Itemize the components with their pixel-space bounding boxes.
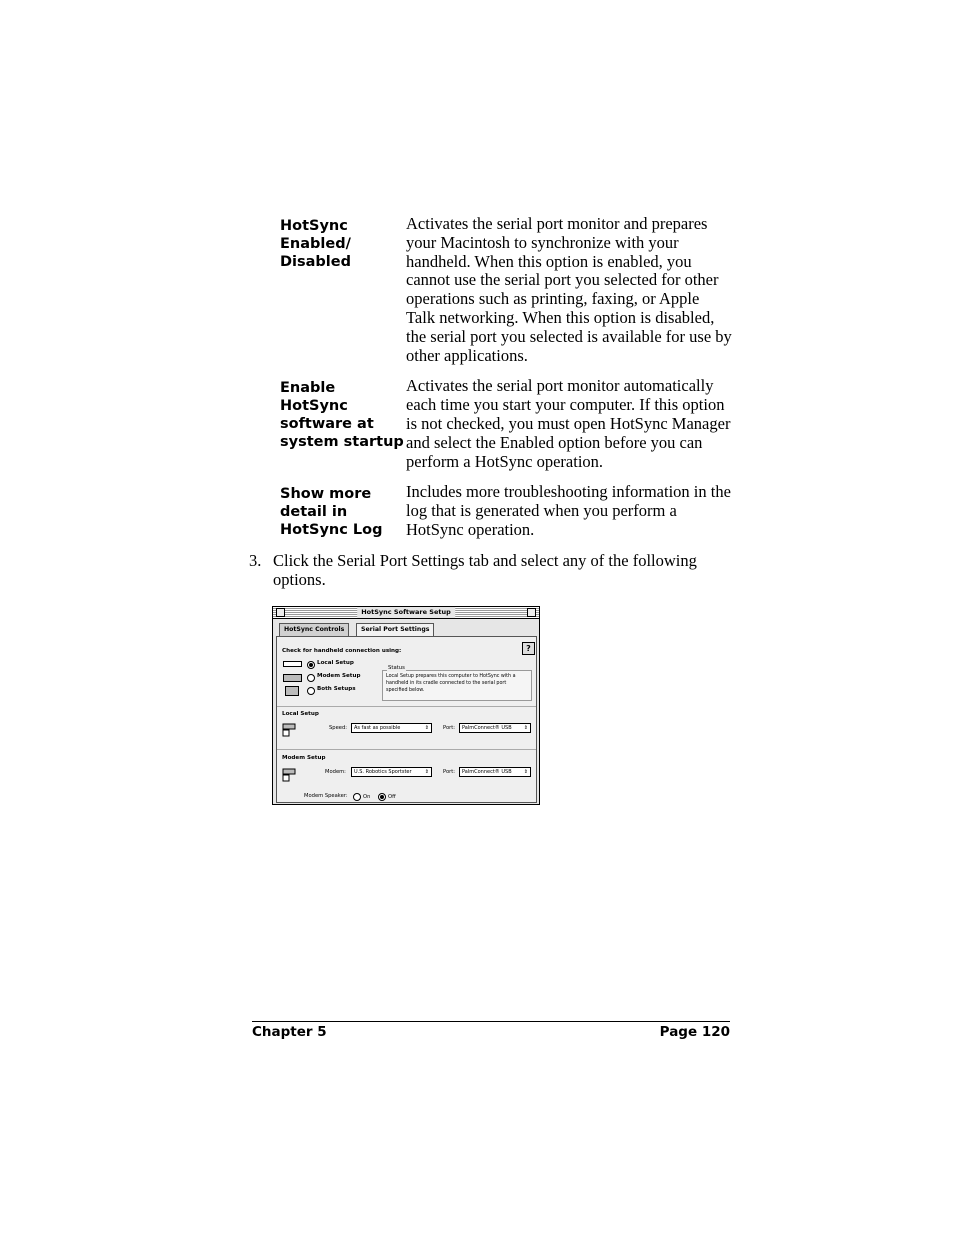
speed-label: Speed:	[329, 725, 348, 731]
local-cable-icon	[283, 661, 302, 667]
definition-term: Enable HotSync software at system startup	[280, 380, 404, 451]
close-box-icon[interactable]	[276, 608, 285, 617]
step-number: 3.	[249, 551, 262, 570]
definition-description: Activates the serial port monitor automatically each time you start your computer. If this option is not checked, you must open HotSync Manager and select the Enabled option before you can perform a HotSync operation.	[406, 376, 731, 471]
speed-select-value: As fast as possible	[354, 725, 401, 731]
divider	[277, 706, 536, 707]
modem-icon	[283, 674, 302, 682]
speaker-off-label: Off	[388, 794, 396, 800]
definition-description: Activates the serial port monitor and prepares your Macintosh to synchronize with your handheld. When this option is enabled, you cannot use the serial port you selected for other operations such as printing, faxing, or Apple Talk networking. When this option is disabled, the serial port you selected is available for use by other applications.	[406, 214, 732, 365]
radio-modem-setup-label: Modem Setup	[317, 673, 361, 679]
select-arrows-icon: ⇕	[424, 769, 429, 775]
help-button[interactable]: ?	[522, 642, 535, 655]
tab-serial-port-settings[interactable]: Serial Port Settings	[356, 623, 434, 636]
local-port-select[interactable]	[459, 723, 531, 733]
footer-chapter: Chapter 5	[252, 1024, 327, 1040]
footer-page: Page 120	[659, 1024, 730, 1040]
radio-modem-setup[interactable]	[307, 674, 315, 682]
check-connection-label: Check for handheld connection using:	[282, 648, 402, 654]
definition-row	[280, 215, 732, 365]
settings-panel	[276, 636, 537, 803]
hotsync-setup-dialog	[272, 606, 540, 805]
definition-term: HotSync Enabled/ Disabled	[280, 218, 351, 270]
modem-setup-heading: Modem Setup	[282, 755, 326, 761]
local-setup-heading: Local Setup	[282, 711, 319, 717]
radio-local-setup-label: Local Setup	[317, 660, 354, 666]
speaker-on-label: On	[363, 794, 371, 800]
modem-select-value: U.S. Robotics Sportster	[354, 769, 412, 775]
modem-port-select[interactable]	[459, 767, 531, 777]
local-port-select-value: PalmConnect® USB	[462, 725, 512, 731]
status-box	[382, 670, 532, 701]
definition-term: Show more detail in HotSync Log	[280, 486, 383, 539]
modem-label: Modem:	[325, 769, 346, 775]
select-arrows-icon: ⇕	[424, 725, 429, 731]
modem-port-select-value: PalmConnect® USB	[462, 769, 512, 775]
tab-hotsync-controls[interactable]: HotSync Controls	[279, 623, 349, 636]
dialog-titlebar	[273, 607, 539, 619]
both-setups-icon	[285, 686, 299, 696]
modem-device-icon	[282, 768, 296, 782]
step-text: Click the Serial Port Settings tab and select any of the following options.	[273, 551, 697, 589]
dialog-title: HotSync Software Setup	[357, 607, 455, 618]
speed-select[interactable]	[351, 723, 432, 733]
radio-local-setup[interactable]	[307, 661, 315, 669]
divider	[277, 749, 536, 750]
zoom-box-icon[interactable]	[527, 608, 536, 617]
modem-select[interactable]	[351, 767, 432, 777]
definition-list	[280, 215, 732, 552]
cradle-icon	[282, 723, 296, 737]
radio-speaker-on[interactable]	[353, 793, 361, 801]
instruction-step	[249, 552, 729, 590]
select-arrows-icon: ⇕	[523, 725, 528, 731]
radio-both-setups[interactable]	[307, 687, 315, 695]
local-port-label: Port:	[443, 725, 456, 731]
radio-both-setups-label: Both Setups	[317, 686, 356, 692]
status-label: Status	[388, 665, 405, 671]
modem-speaker-label: Modem Speaker:	[304, 793, 348, 799]
select-arrows-icon: ⇕	[523, 769, 528, 775]
definition-row	[280, 377, 732, 471]
status-text: Local Setup prepares this computer to HotSync with a handheld in its cradle connected to the serial port specified below.	[386, 674, 516, 693]
modem-port-label: Port:	[443, 769, 456, 775]
footer-rule	[252, 1021, 730, 1022]
radio-speaker-off[interactable]	[378, 793, 386, 801]
definition-description: Includes more troubleshooting information in the log that is generated when you perform a HotSync operation.	[406, 482, 731, 539]
tab-bar	[276, 623, 536, 636]
definition-row	[280, 483, 732, 539]
